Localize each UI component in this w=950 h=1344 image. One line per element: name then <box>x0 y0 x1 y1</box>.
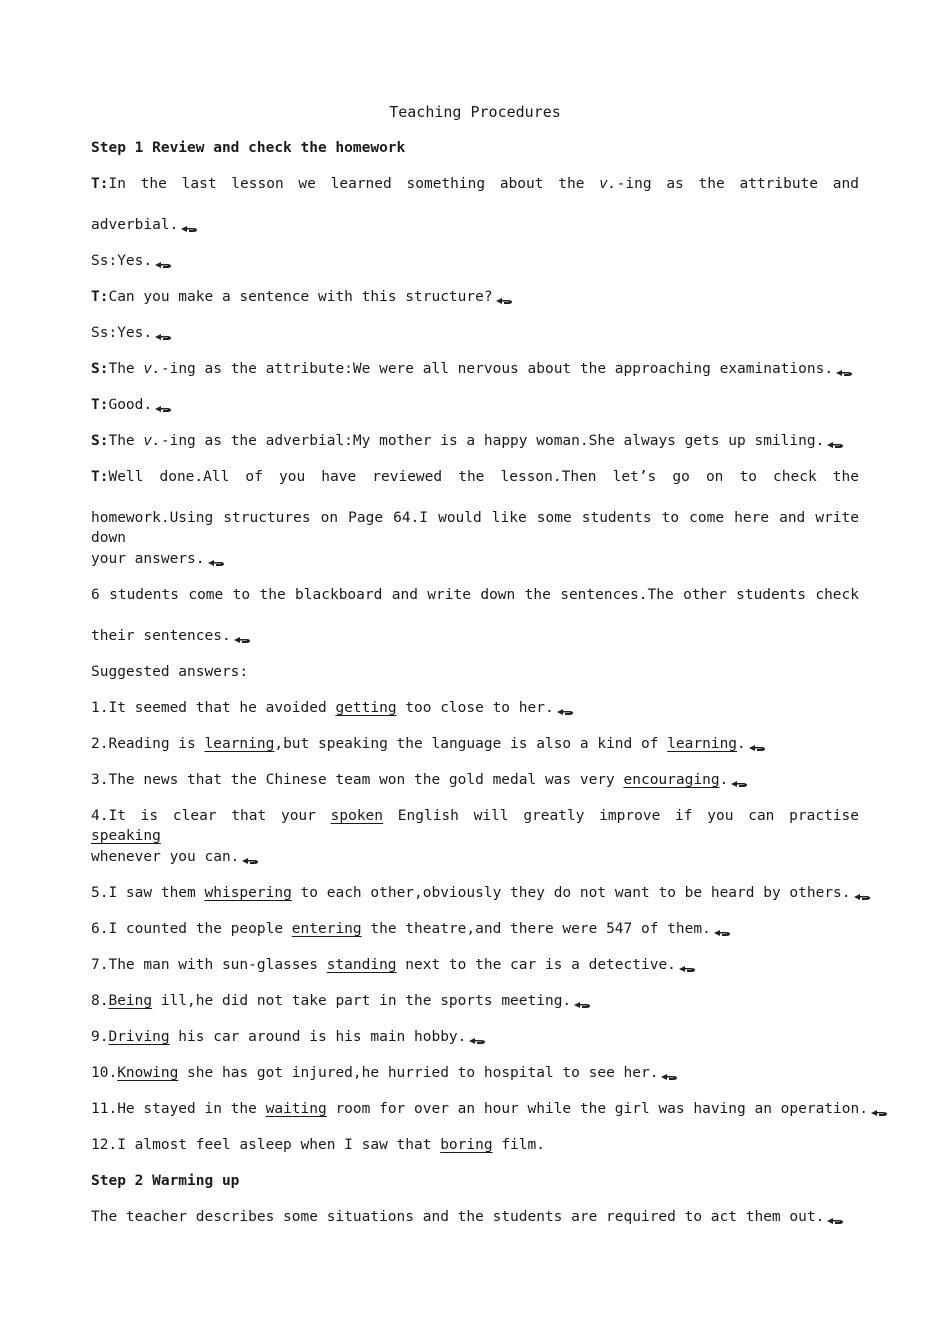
answer-item: 5.I saw them whispering to each other,obviously they do not want to be heard by others. <box>91 883 859 903</box>
answer-item: 10.Knowing she has got injured,he hurried to hospital to see her. <box>91 1063 859 1083</box>
answer-item: 12.I almost feel asleep when I saw that boring film. <box>91 1137 545 1153</box>
paragraph-mark-icon <box>154 328 172 338</box>
student-line-1: S:The v.-ing as the attribute:We were all nervous about the approaching examinations. <box>91 359 859 379</box>
paragraph-mark-icon <box>233 631 251 641</box>
step2-text: The teacher describes some situations and the students are required to act them out. <box>91 1207 859 1227</box>
paragraph-mark-icon <box>154 400 172 410</box>
students-line-2: Ss:Yes. <box>91 323 859 343</box>
paragraph-mark-icon <box>660 1068 678 1078</box>
answer-item: 8.Being ill,he did not take part in the sports meeting. <box>91 991 859 1011</box>
paragraph-mark-icon <box>573 996 591 1006</box>
paragraph-mark-icon <box>495 292 513 302</box>
step1-heading: Step 1 Review and check the homework <box>91 140 406 156</box>
paragraph-mark-icon <box>713 924 731 934</box>
paragraph-mark-icon <box>826 436 844 446</box>
paragraph-mark-icon <box>468 1032 486 1042</box>
paragraph-mark-icon <box>556 703 574 713</box>
teacher-line-4c: your answers. <box>91 549 859 569</box>
paragraph-mark-icon <box>730 775 748 785</box>
paragraph-mark-icon <box>678 960 696 970</box>
paragraph-mark-icon <box>154 256 172 266</box>
suggested-answers-label: Suggested answers: <box>91 664 249 680</box>
student-line-2: S:The v.-ing as the adverbial:My mother is a happy woman.She always gets up smiling. <box>91 431 859 451</box>
paragraph-mark-icon <box>870 1104 888 1114</box>
teacher-line-2: T:Can you make a sentence with this structure? <box>91 287 859 307</box>
instruction-line-a: 6 students come to the blackboard and write down the sentences.The other students check <box>91 587 859 603</box>
answer-item-continuation: whenever you can. <box>91 847 859 867</box>
paragraph-mark-icon <box>826 1212 844 1222</box>
teacher-line-3: T:Good. <box>91 395 859 415</box>
students-line-1: Ss:Yes. <box>91 251 859 271</box>
answer-item: 7.The man with sun-glasses standing next to the car is a detective. <box>91 955 859 975</box>
step2-heading: Step 2 Warming up <box>91 1173 240 1189</box>
answer-item: 4.It is clear that your spoken English will greatly improve if you can practise speaking <box>91 808 859 844</box>
answer-item: 11.He stayed in the waiting room for over an hour while the girl was having an operation. <box>91 1099 859 1119</box>
answer-item: 1.It seemed that he avoided getting too close to her. <box>91 698 859 718</box>
paragraph-mark-icon <box>180 220 198 230</box>
answer-item: 6.I counted the people entering the theatre,and there were 547 of them. <box>91 919 859 939</box>
teacher-line-1a: T:In the last lesson we learned something about the v.-ing as the attribute and <box>91 176 859 192</box>
answer-item: 3.The news that the Chinese team won the gold medal was very encouraging. <box>91 770 859 790</box>
paragraph-mark-icon <box>853 888 871 898</box>
instruction-line-b: their sentences. <box>91 626 859 646</box>
paragraph-mark-icon <box>748 739 766 749</box>
teacher-line-4a: T:Well done.All of you have reviewed the lesson.Then let’s go on to check the <box>91 469 859 485</box>
paragraph-mark-icon <box>241 852 259 862</box>
page-title: Teaching Procedures <box>389 103 561 121</box>
teacher-line-1b: adverbial. <box>91 215 859 235</box>
answer-item: 2.Reading is learning,but speaking the language is also a kind of learning. <box>91 734 859 754</box>
paragraph-mark-icon <box>835 364 853 374</box>
teacher-line-4b: homework.Using structures on Page 64.I would like some students to come here and write down <box>91 510 859 546</box>
paragraph-mark-icon <box>207 554 225 564</box>
answer-item: 9.Driving his car around is his main hobby. <box>91 1027 859 1047</box>
